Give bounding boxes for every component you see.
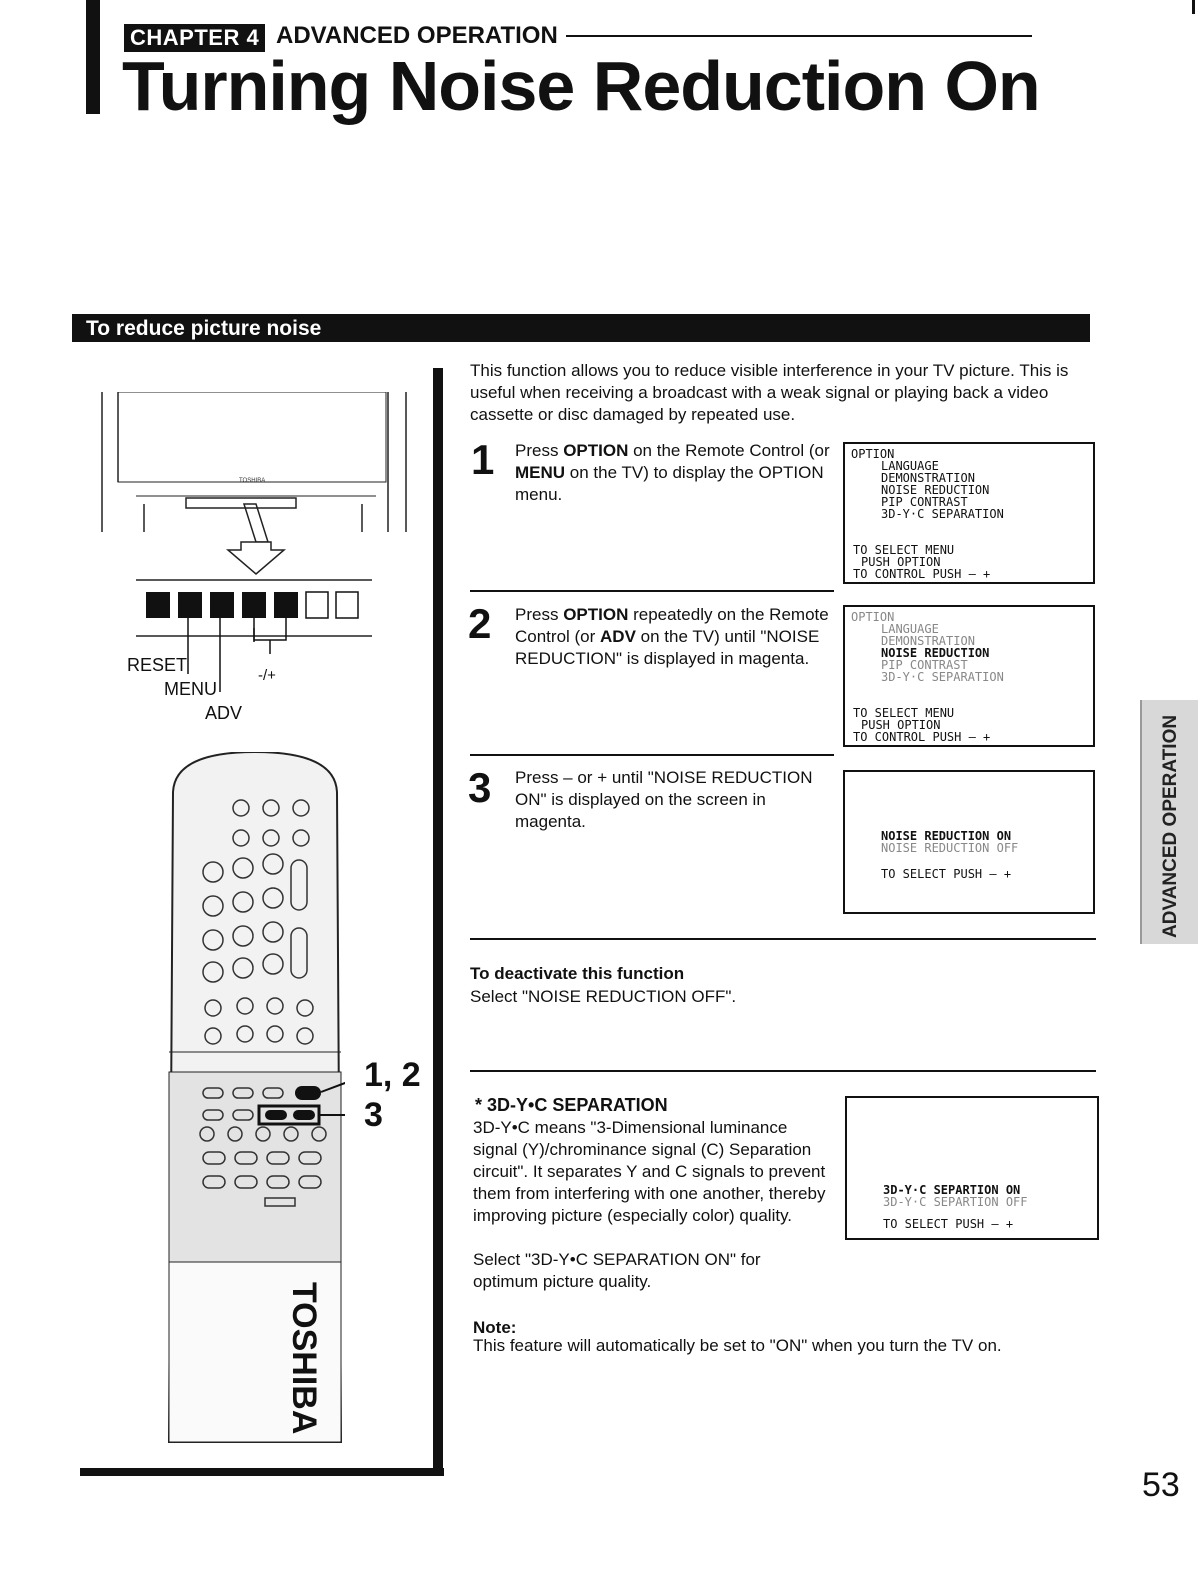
screen-footer: PUSH OPTION [861, 718, 941, 732]
screen-item: PIP CONTRAST [881, 658, 968, 672]
label-reset: RESET [127, 655, 188, 675]
screen-line-on: 3D-Y·C SEPARTION ON [883, 1183, 1021, 1197]
step-rule [470, 590, 834, 592]
screen-item: PIP CONTRAST [881, 495, 968, 509]
chapter-title: ADVANCED OPERATION [276, 22, 558, 49]
screen-item: NOISE REDUCTION [881, 483, 990, 497]
screen-footer: TO CONTROL PUSH – + [853, 730, 991, 744]
separation-heading: * 3D-Y•C SEPARATION [475, 1095, 668, 1115]
chapter-badge: CHAPTER 4 [124, 24, 265, 52]
step-rule [470, 754, 834, 756]
label-adv: ADV [205, 703, 243, 723]
step-number: 2 [468, 600, 492, 647]
step-number: 1 [471, 436, 495, 483]
screen-footer: TO CONTROL PUSH – + [853, 567, 991, 581]
screen-3d-yc-separation [845, 1096, 1099, 1240]
note-heading: Note: [473, 1318, 517, 1337]
step-number: 3 [468, 764, 492, 811]
page-title: Turning Noise Reduction On [122, 47, 1040, 125]
tv-front-panel-illustration [96, 392, 416, 732]
screen-item: 3D-Y·C SEPARATION [881, 670, 1004, 684]
screen-option-menu-2 [843, 605, 1095, 747]
deactivate-text: Select "NOISE REDUCTION OFF". [470, 987, 737, 1006]
label-menu: MENU [164, 679, 217, 699]
separation-text-2: Select "3D-Y•C SEPARATION ON" for optimum picture quality. [473, 1250, 761, 1291]
bottom-rule [80, 1468, 444, 1476]
left-margin-bar [86, 0, 100, 114]
note-text: This feature will automatically be set to "ON" when you turn the TV on. [473, 1336, 1002, 1355]
screen-title: OPTION [851, 610, 895, 624]
screen-line-on: NOISE REDUCTION ON [881, 829, 1012, 843]
remote-control-illustration [165, 752, 345, 1452]
tv-brand: TOSHIBA [239, 478, 266, 484]
chapter-rule [566, 35, 1032, 37]
screen-footer: TO SELECT MENU [853, 706, 955, 720]
screen-item: 3D-Y·C SEPARATION [881, 507, 1004, 521]
screen-option-menu-1 [843, 442, 1095, 584]
screen-item: DEMONSTRATION [881, 471, 975, 485]
section-rule [470, 1070, 1096, 1072]
screen-item-selected: NOISE REDUCTION [881, 646, 990, 660]
screen-noise-reduction [843, 770, 1095, 914]
screen-footer: PUSH OPTION [861, 555, 941, 569]
callout-step-3: 3 [364, 1096, 383, 1134]
deactivate-heading: To deactivate this function [470, 964, 685, 983]
side-tab-text: ADVANCED OPERATION [1160, 714, 1181, 938]
corner-mark [1192, 0, 1195, 14]
section-rule [470, 938, 1096, 940]
screen-line-off: 3D-Y·C SEPARTION OFF [883, 1195, 1028, 1209]
screen-item: LANGUAGE [881, 622, 939, 636]
screen-item: DEMONSTRATION [881, 634, 975, 648]
remote-brand: TOSHIBA [285, 1282, 323, 1435]
step-2-text: Press OPTION repeatedly on the Remote Control (or ADV on the TV) until "NOISE REDUCTION" is displayed in magenta. [515, 605, 829, 668]
step-1-text: Press OPTION on the Remote Control (or MENU on the TV) to display the OPTION menu. [515, 441, 830, 504]
side-tab-label [1140, 700, 1196, 944]
screen-line-off: NOISE REDUCTION OFF [881, 841, 1019, 855]
section-title: To reduce picture noise [86, 317, 322, 340]
screen-footer: TO SELECT PUSH – + [883, 1217, 1014, 1231]
screen-footer: TO SELECT PUSH – + [881, 867, 1012, 881]
callout-steps-1-2: 1, 2 [364, 1056, 421, 1094]
intro-text: This function allows you to reduce visible interference in your TV picture. This is useful when receiving a broadcast with a weak signal or playing back a video cassette or disc damaged by repeated use. [470, 361, 1069, 424]
screen-title: OPTION [851, 447, 895, 461]
screen-item: LANGUAGE [881, 459, 939, 473]
separation-text: 3D-Y•C means "3-Dimensional luminance signal (Y)/chrominance signal (C) Separation circuit". It separates Y and C signals to prevent them from interfering with one another, thereby improving picture (especially color) quality. [473, 1118, 826, 1225]
screen-footer: TO SELECT MENU [853, 543, 955, 557]
step-3-text: Press – or + until "NOISE REDUCTION ON" is displayed on the screen in magenta. [515, 768, 813, 831]
label-minus-plus: -/+ [258, 667, 276, 684]
column-divider [433, 368, 443, 1474]
page-number: 53 [1142, 1466, 1180, 1504]
